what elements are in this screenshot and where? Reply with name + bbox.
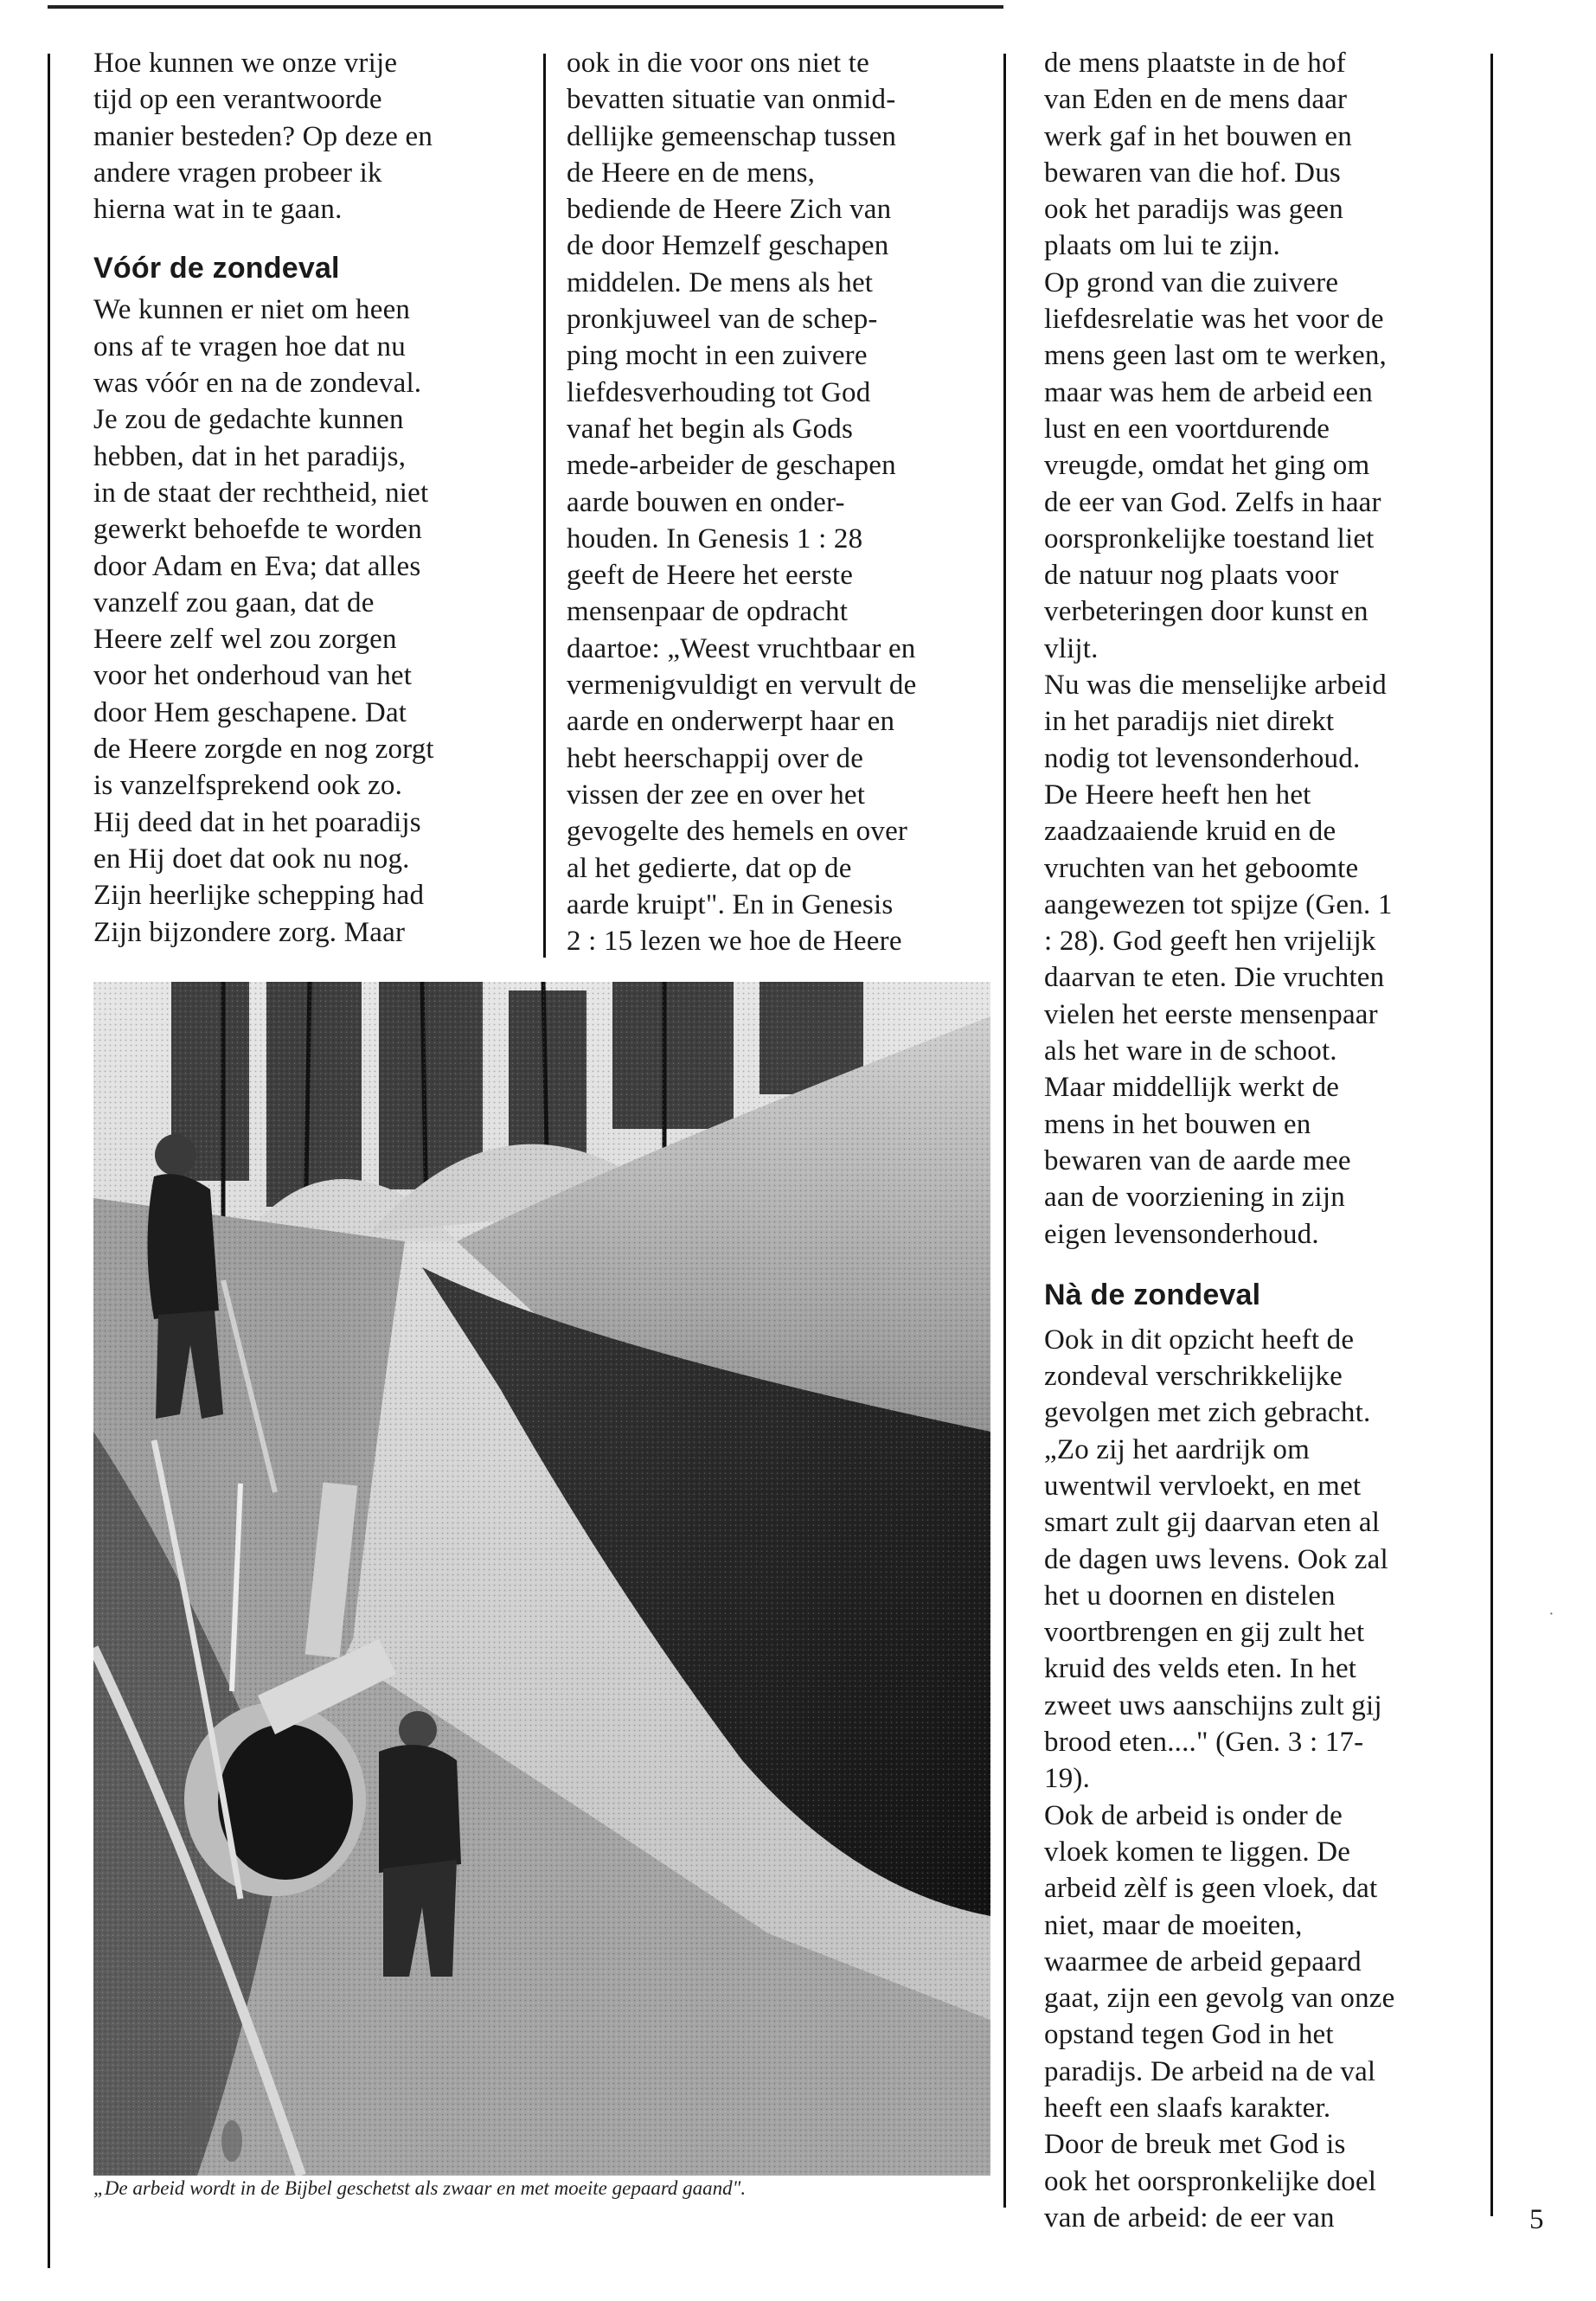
paragraph-before-fall xyxy=(93,292,526,950)
photo-caption: „De arbeid wordt in de Bijbel geschetst als zwaar en met moeite gepaard gaand". xyxy=(93,2177,747,2199)
paragraph-curse xyxy=(1044,1798,1485,2237)
text-line: lust en een voortdurende xyxy=(1044,413,1330,445)
text-line: hebben, dat in het paradijs, xyxy=(93,440,407,472)
text-line: zweet uws aanschijns zult gij xyxy=(1044,1689,1382,1721)
text-line: hierna wat in te gaan. xyxy=(93,194,343,226)
left-margin-rule xyxy=(48,54,50,2268)
text-line: verbeteringen door kunst en xyxy=(1044,596,1368,628)
text-line: voor het onderhoud van het xyxy=(93,660,413,692)
text-line: ook het oorspronkelijke doel xyxy=(1044,2165,1377,2197)
text-line: Zijn bijzondere zorg. Maar xyxy=(93,916,406,948)
text-line: vissen der zee en over het xyxy=(567,779,866,811)
text-line: paradijs. De arbeid na de val xyxy=(1044,2055,1376,2087)
text-line: gevogelte des hemels en over xyxy=(567,816,908,848)
paragraph-love-relation xyxy=(1044,265,1485,667)
text-line: maar was hem de arbeid een xyxy=(1044,376,1373,408)
text-line: vreugde, omdat het ging om xyxy=(1044,450,1370,482)
text-line: de Heere zorgde en nog zorgt xyxy=(93,734,434,766)
text-line: pronkjuweel van de schep- xyxy=(567,304,878,336)
text-line: dellijke gemeenschap tussen xyxy=(567,120,897,152)
text-line: de mens plaatste in de hof xyxy=(1044,48,1346,79)
text-line: We kunnen er niet om heen xyxy=(93,294,411,326)
text-line: vermenigvuldigt en vervult de xyxy=(567,670,917,702)
margin-mark: · xyxy=(1548,1605,1554,1624)
text-line: Heere zelf wel zou zorgen xyxy=(93,624,397,656)
text-line: Nu was die menselijke arbeid xyxy=(1044,670,1387,702)
text-line: plaats om lui te zijn. xyxy=(1044,230,1280,262)
text-line: vlijt. xyxy=(1044,632,1099,664)
text-line: nodig tot levensonderhoud. xyxy=(1044,742,1361,774)
text-line: eigen levensonderhoud. xyxy=(1044,1218,1319,1250)
text-line: van de arbeid: de eer van xyxy=(1044,2202,1335,2234)
text-line: bediende de Heere Zich van xyxy=(567,194,892,226)
paragraph-garden xyxy=(1044,45,1485,265)
text-line: mensenpaar de opdracht xyxy=(567,596,849,628)
text-line: andere vragen probeer ik xyxy=(93,157,382,189)
text-line: ping mocht in een zuivere xyxy=(567,340,868,372)
paragraph-column-2 xyxy=(567,45,990,959)
text-line: aan de voorziening in zijn xyxy=(1044,1182,1345,1214)
text-line: was vóór en na de zondeval. xyxy=(93,368,422,400)
text-line: de eer van God. Zelfs in haar xyxy=(1044,486,1381,518)
text-line: mens geen last om te werken, xyxy=(1044,340,1387,372)
text-line: Hij deed dat in het poaradijs xyxy=(93,806,421,838)
text-line: mede-arbeider de geschapen xyxy=(567,450,896,482)
trench-workers-photo xyxy=(93,982,990,2176)
text-line: de natuur nog plaats voor xyxy=(1044,560,1339,592)
text-line: ook in die voor ons niet te xyxy=(567,48,870,79)
text-line: vruchten van het geboomte xyxy=(1044,852,1359,884)
paragraph-livelihood xyxy=(1044,667,1485,1253)
text-line: : 28). God geeft hen vrijelijk xyxy=(1044,926,1376,958)
text-line: vielen het eerste mensenpaar xyxy=(1044,998,1378,1030)
right-margin-rule xyxy=(1490,54,1493,2216)
text-line: ons af te vragen hoe dat nu xyxy=(93,330,406,362)
text-line: in de staat der rechtheid, niet xyxy=(93,477,429,509)
column-divider-2 xyxy=(1003,54,1006,2208)
text-line: door Adam en Eva; dat alles xyxy=(93,550,421,582)
text-line: en Hij doet dat ook nu nog. xyxy=(93,843,410,875)
text-line: zaadzaaiende kruid en de xyxy=(1044,816,1336,848)
text-line: Door de breuk met God is xyxy=(1044,2129,1346,2161)
text-line: niet, maar de moeiten, xyxy=(1044,1909,1303,1941)
section-heading-before-fall: Vóór de zondeval xyxy=(93,252,340,285)
text-line: Op grond van die zuivere xyxy=(1044,266,1339,298)
text-line: middelen. De mens als het xyxy=(567,266,874,298)
text-line: daartoe: „Weest vruchtbaar en xyxy=(567,632,916,664)
text-line: kruid des velds eten. In het xyxy=(1044,1653,1357,1685)
text-line: voortbrengen en gij zult het xyxy=(1044,1617,1365,1649)
page-number: 5 xyxy=(1529,2204,1544,2235)
text-line: waarmee de arbeid gepaard xyxy=(1044,1945,1362,1977)
text-line: de door Hemzelf geschapen xyxy=(567,230,889,262)
text-line: aarde kruipt". En in Genesis xyxy=(567,888,894,920)
text-line: Hoe kunnen we onze vrije xyxy=(93,48,398,79)
text-line: smart zult gij daarvan eten al xyxy=(1044,1507,1381,1539)
text-line: al het gedierte, dat op de xyxy=(567,852,852,884)
text-line: Maar middellijk werkt de xyxy=(1044,1072,1340,1104)
text-line: oorspronkelijke toestand liet xyxy=(1044,522,1375,554)
text-line: aarde bouwen en onder- xyxy=(567,486,845,518)
text-line: vanaf het begin als Gods xyxy=(567,413,854,445)
text-line: Je zou de gedachte kunnen xyxy=(93,404,404,436)
text-line: arbeid zèlf is geen vloek, dat xyxy=(1044,1873,1378,1905)
column-divider-1 xyxy=(543,54,546,958)
text-line: van Eden en de mens daar xyxy=(1044,84,1348,116)
text-line: heeft een slaafs karakter. xyxy=(1044,2093,1331,2125)
text-line: daarvan te eten. Die vruchten xyxy=(1044,962,1385,994)
article-column-1 xyxy=(93,45,526,951)
text-line: is vanzelfsprekend ook zo. xyxy=(93,770,403,802)
article-column-3 xyxy=(1044,45,1485,2236)
text-line: Ook de arbeid is onder de xyxy=(1044,1799,1343,1831)
text-line: opstand tegen God in het xyxy=(1044,2019,1334,2051)
text-line: 2 : 15 lezen we hoe de Heere xyxy=(567,926,902,958)
text-line: aangewezen tot spijze (Gen. 1 xyxy=(1044,888,1393,920)
text-line: „Zo zij het aardrijk om xyxy=(1044,1433,1310,1465)
text-line: Ook in dit opzicht heeft de xyxy=(1044,1324,1355,1356)
text-line: brood eten...." (Gen. 3 : 17- xyxy=(1044,1727,1364,1759)
top-rule xyxy=(48,5,1003,9)
text-line: mens in het bouwen en xyxy=(1044,1108,1311,1140)
text-line: De Heere heeft hen het xyxy=(1044,779,1311,811)
text-line: gevolgen met zich gebracht. xyxy=(1044,1397,1371,1429)
intro-paragraph xyxy=(93,45,526,228)
text-line: het u doornen en distelen xyxy=(1044,1580,1336,1612)
paragraph-after-fall xyxy=(1044,1322,1485,1798)
trench-scene-illustration xyxy=(93,982,990,2176)
text-line: in het paradijs niet direkt xyxy=(1044,706,1335,738)
text-line: vanzelf zou gaan, dat de xyxy=(93,586,375,619)
text-line: bevatten situatie van onmid- xyxy=(567,84,896,116)
text-line: houden. In Genesis 1 : 28 xyxy=(567,522,863,554)
section-heading-after-fall: Nà de zondeval xyxy=(1044,1278,1261,1311)
text-line: werk gaf in het bouwen en xyxy=(1044,120,1352,152)
text-line: bewaren van de aarde mee xyxy=(1044,1144,1351,1176)
text-line: als het ware in de schoot. xyxy=(1044,1035,1337,1067)
text-line: geeft de Heere het eerste xyxy=(567,560,854,592)
text-line: ook het paradijs was geen xyxy=(1044,194,1343,226)
text-line: de dagen uws levens. Ook zal xyxy=(1044,1543,1388,1575)
text-line: Zijn heerlijke schepping had xyxy=(93,880,425,912)
text-line: aarde en onderwerpt haar en xyxy=(567,706,895,738)
text-line: manier besteden? Op deze en xyxy=(93,120,433,152)
text-line: tijd op een verantwoorde xyxy=(93,84,382,116)
text-line: bewaren van die hof. Dus xyxy=(1044,157,1341,189)
text-line: gaat, zijn een gevolg van onze xyxy=(1044,1983,1395,2015)
text-line: gewerkt behoefde te worden xyxy=(93,514,422,546)
text-line: liefdesrelatie was het voor de xyxy=(1044,304,1384,336)
text-line: door Hem geschapene. Dat xyxy=(93,696,407,728)
article-column-2 xyxy=(567,45,990,959)
text-line: vloek komen te liggen. De xyxy=(1044,1836,1351,1868)
text-line: hebt heerschappij over de xyxy=(567,742,864,774)
text-line: zondeval verschrikkelijke xyxy=(1044,1361,1343,1393)
text-line: de Heere en de mens, xyxy=(567,157,816,189)
text-line: liefdesverhouding tot God xyxy=(567,376,871,408)
text-line: 19). xyxy=(1044,1763,1091,1795)
text-line: uwentwil vervloekt, en met xyxy=(1044,1470,1362,1502)
